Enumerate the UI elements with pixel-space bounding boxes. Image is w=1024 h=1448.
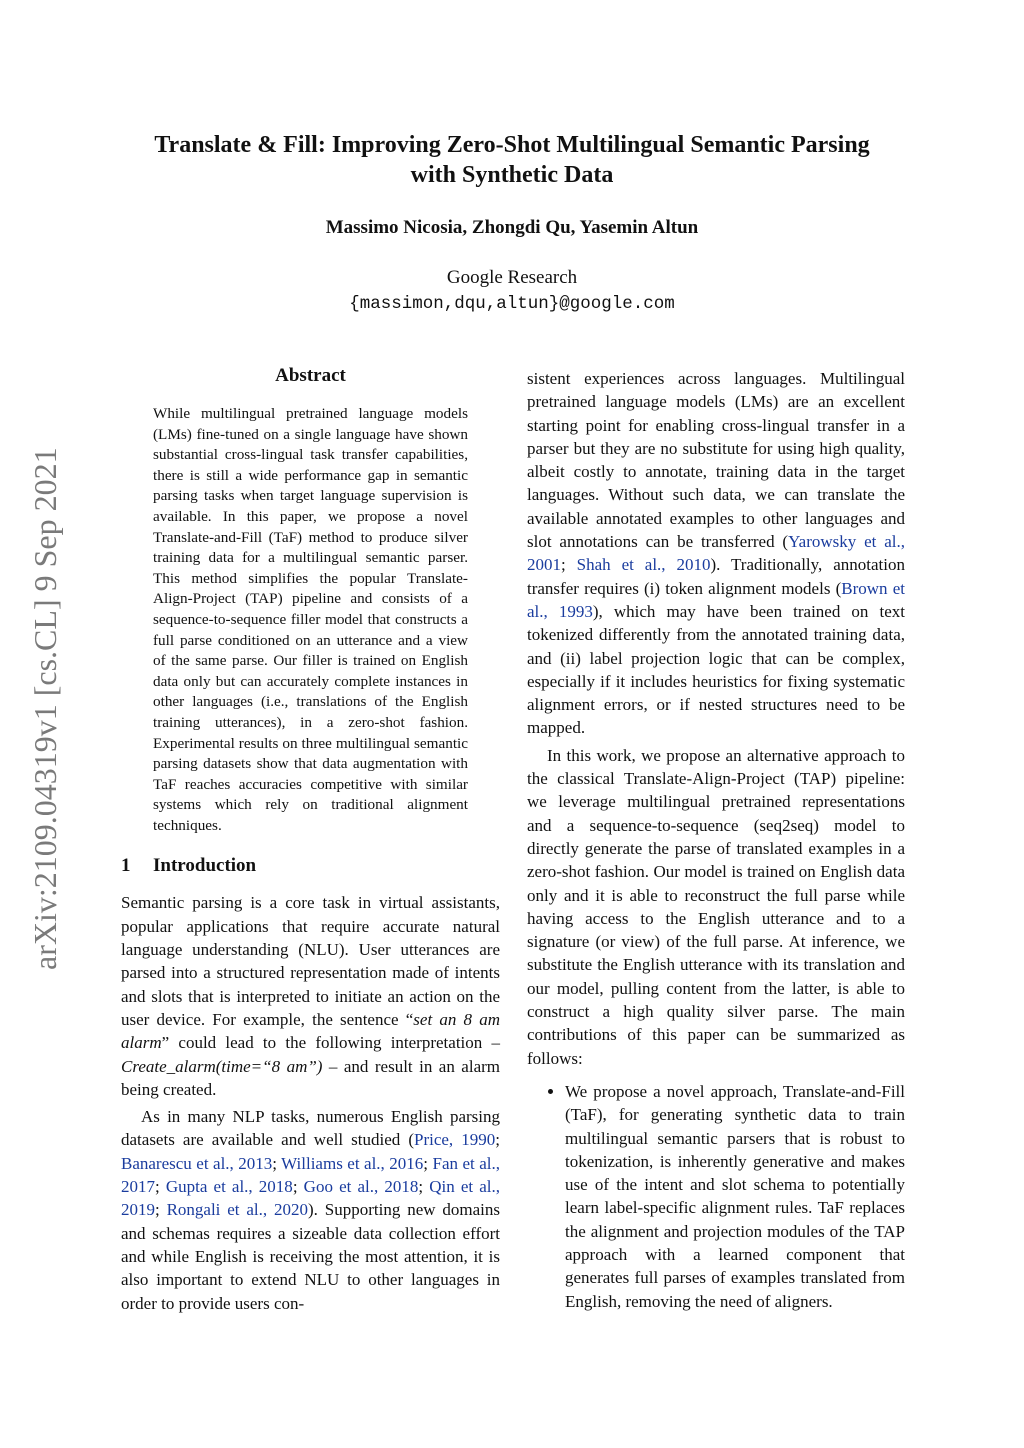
citation-link[interactable]: Goo et al., 2018: [303, 1177, 419, 1197]
abstract-text: While multilingual pretrained language models (LMs) fine-tuned on a single language have shown substantial cross-lingual task transfer capabilities, there is still a wide performance gap in semantic parsing tasks when target language supervision is available. In this paper, we propose a novel Translate-and-Fill (TaF) method to produce silver training data for a multilingual semantic parser. This method simplifies the popular Translate-Align-Project (TAP) pipeline and consists of a sequence-to-sequence filler model that constructs a full parse conditioned on an utterance and a view of the same parse. Our filler is trained on English data only but can accurately complete instances in other languages (i.e., translations of the English training utterances), in a zero-shot fashion. Experimental results on three multilingual semantic parsing datasets show that data augmentation with TaF reaches accuracies competitive with similar systems which rely on traditional alignment techniques.: [153, 405, 468, 834]
intro-paragraph-1: [121, 891, 500, 1101]
intro-p2c-text-c: ), which may have been trained on text tokenized differently from the annotated training data, and (ii) label projection logic that can be complex, especially if it includes heuristics for fixing systematic alignment errors, or if nested structures need to be mapped.: [527, 601, 905, 738]
authors: Massimo Nicosia, Zhongdi Qu, Yasemin Altun: [325, 217, 699, 238]
title-line-1: Translate & Fill: Improving Zero-Shot Multilingual Semantic Parsing: [154, 132, 870, 158]
abstract-heading: Abstract: [275, 365, 346, 386]
arxiv-stamp: arXiv:2109.04319v1 [cs.CL] 9 Sep 2021: [27, 447, 63, 970]
citation-link[interactable]: Brown et al., 1993: [527, 578, 906, 621]
intro-p1-text-b: ” could lead to the following interpretation –: [161, 1033, 500, 1053]
right-column: [527, 367, 905, 1313]
citation-link[interactable]: Fan et al., 2017: [121, 1153, 500, 1197]
paper-title: [120, 130, 904, 190]
intro-p2c-text-a: sistent experiences across languages. Multilingual pretrained language models (LMs) are an excellent starting point for enabling cross-lingual transfer in a parser but they are no substitute for using high quality, albeit costly to annotate, training data in the target languages. Without such data, we can translate the available annotated examples to other languages and slot annotations can be transferred (: [527, 369, 905, 552]
citation-link[interactable]: Price, 1990: [414, 1130, 496, 1150]
citation-link[interactable]: Yarowsky et al., 2001: [527, 532, 905, 575]
contributions-list: [527, 1080, 905, 1313]
intro-p1-text-a: Semantic parsing is a core task in virtual assistants, popular applications that require accurate natural language understanding (NLU). User utterances are parsed into a structured representation made of intents and slots that is interpreted to initiate an action on the user device. For example, the sentence “: [121, 893, 500, 1029]
citation-link[interactable]: Qin et al., 2019: [121, 1177, 500, 1220]
citation-link[interactable]: Rongali et al., 2020: [166, 1200, 309, 1220]
section-heading-introduction: [121, 855, 500, 877]
intro-p2-text-a: As in many NLP tasks, numerous English parsing datasets are available and well studied (: [121, 1107, 500, 1150]
intro-paragraph-2-continued: sistent experiences across languages. Multilingual pretrained language models (LMs) are an excellent starting point for enabling cross-lingual transfer in a parser but they are no substitute for using high quality, albeit costly to annotate, training data in the target languages. Without such data, we can translate the available annotated examples to other languages and slot annotations can be transferred (Yarowsky et al., 2001; Shah et al., 2010). Traditionally, annotation transfer requires (i) token alignment models (Brown et al., 1993), which may have been trained on text tokenized differently from the annotated training data, and (ii) label projection logic that can be complex, especially if it includes heuristics for fixing systematic alignment errors, or if nested structures need to be mapped.: [527, 369, 906, 738]
title-line-2: with Synthetic Data: [410, 162, 614, 188]
intro-p2c-text-b: ). Traditionally, annotation transfer requires (i) token alignment models (: [527, 555, 905, 598]
citation-link[interactable]: Banarescu et al., 2013: [121, 1153, 273, 1173]
affiliation-block: [120, 265, 904, 317]
citation-link[interactable]: Shah et al., 2010: [576, 555, 711, 575]
section-number: 1: [121, 855, 131, 877]
author-email[interactable]: {massimon,dqu,altun}@google.com: [349, 294, 675, 314]
intro-paragraph-2: As in many NLP tasks, numerous English parsing datasets are available and well studied (Price, 1990; Banarescu et al., 2013; Williams et al., 2016; Fan et al., 2017; Gupta et al., 2018; Goo et al., 2018; Qin et al., 2019; Rongali et al., 2020). Supporting new domains and schemas requires a sizeable data collection effort and while English is receiving the most attention, it is also important to extend NLU to other languages in order to provide users con-: [121, 1107, 500, 1313]
intro-paragraph-3: In this work, we propose an alternative approach to the classical Translate-Align-Project (TAP) pipeline: we leverage multilingual pretrained representations and a sequence-to-sequence (seq2seq) model to directly generate the parse of translated examples in a zero-shot fashion. Our model is trained on English data only and it is able to reconstruct the full parse while having access to the English utterance and to a signature (or view) of the full parse. At inference, we substitute the English utterance with its translation and our model, pulling content from the latter, is able to construct a high quality silver parse. The main contributions of this paper can be summarized as follows:: [527, 745, 905, 1068]
citation-link[interactable]: Williams et al., 2016: [281, 1153, 424, 1173]
intro-p1-text-c: – and result in an alarm being created.: [121, 1056, 500, 1099]
list-item: • We propose a novel approach, Translate-and-Fill (TaF), for generating synthetic data to train multilingual semantic parsers that is robust to tokenization, is inherently generative and makes use of the intent and slot schema to potentially learn label-specific alignment rules. TaF replaces the alignment and projection modules of the TAP approach with a learned component that generates full parses of examples translated from English, removing the need of aligners.: [565, 1080, 905, 1313]
citation-link[interactable]: Gupta et al., 2018: [165, 1177, 293, 1197]
section-title: Introduction: [153, 855, 257, 877]
left-column: [121, 365, 500, 1315]
intro-p2-text-b: ). Supporting new domains and schemas requires a sizeable data collection effort and while English is receiving the most attention, it is also important to extend NLU to other languages in order to provide users con-: [121, 1200, 500, 1313]
example-interpretation: Create_alarm(time=“8 am”): [121, 1056, 323, 1076]
example-sentence: set an 8 am alarm: [121, 1009, 500, 1053]
affiliation: Google Research: [446, 267, 578, 288]
